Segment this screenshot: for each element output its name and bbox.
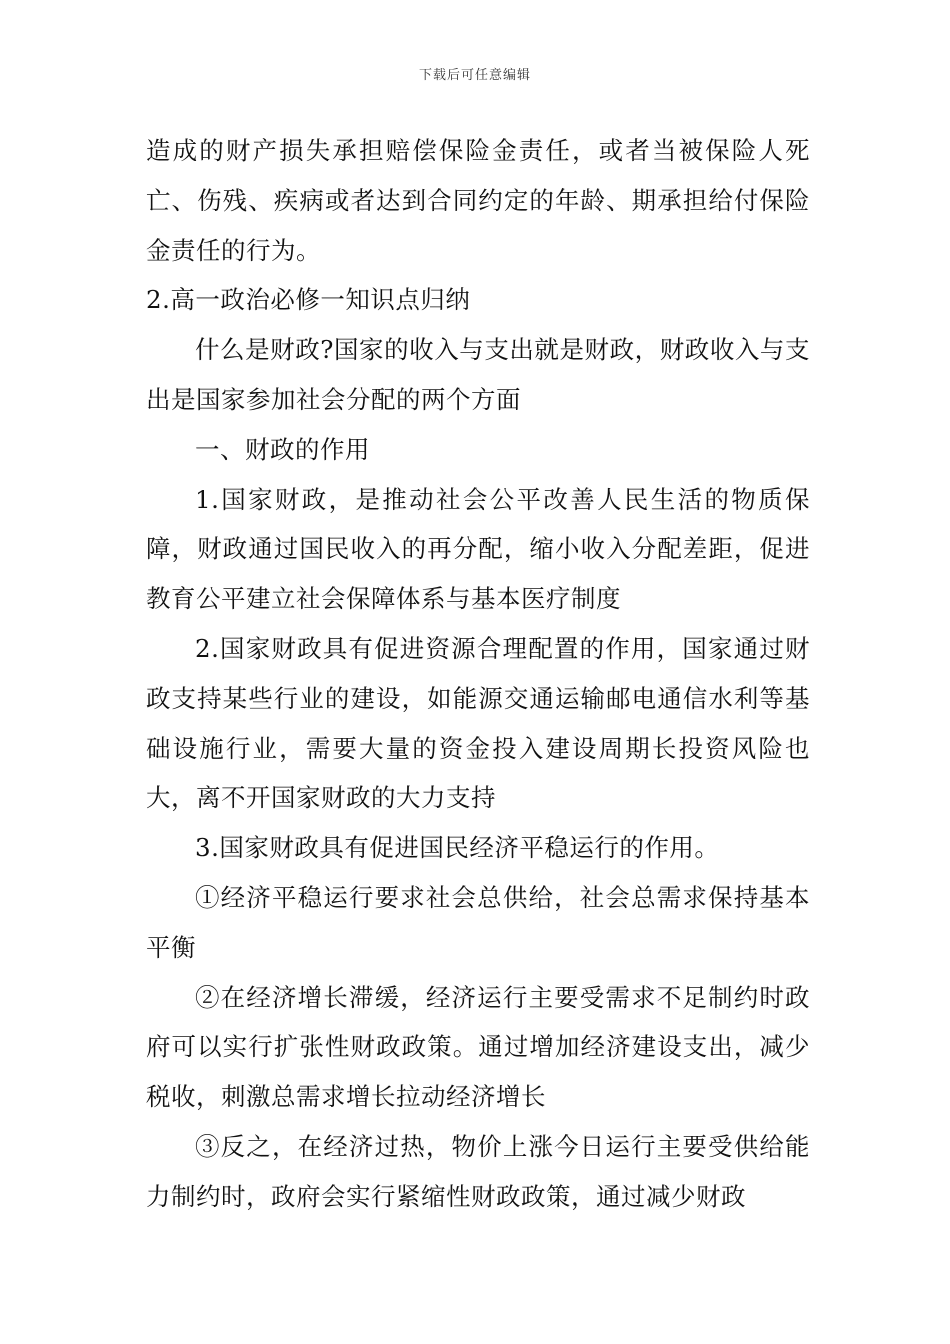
paragraph-sub-point-1: ①经济平稳运行要求社会总供给，社会总需求保持基本平衡 [146, 882, 810, 962]
document-body [146, 126, 810, 1222]
paragraph-continuation: 造成的财产损失承担赔偿保险金责任，或者当被保险人死亡、伤残、疾病或者达到合同约定的年龄、期承担给付保险金责任的行为。 [146, 136, 810, 265]
subsection-heading: 一、财政的作用 [195, 434, 370, 464]
section-heading: 2.高一政治必修一知识点归纳 [146, 285, 471, 315]
paragraph-point-3: 3.国家财政具有促进国民经济平稳运行的作用。 [195, 833, 720, 863]
paragraph-sub-point-3: ③反之，在经济过热，物价上涨今日运行主要受供给能力制约时，政府会实行紧缩性财政政策，通过减少财政 [146, 1131, 810, 1211]
paragraph-point-1: 1.国家财政，是推动社会公平改善人民生活的物质保障，财政通过国民收入的再分配，缩小收入分配差距，促进教育公平建立社会保障体系与基本医疗制度 [146, 484, 810, 614]
page-header: 下载后可任意编辑 [418, 68, 531, 83]
paragraph-sub-point-2: ②在经济增长滞缓，经济运行主要受需求不足制约时政府可以实行扩张性财政政策。通过增加经济建设支出，减少税收，刺激总需求增长拉动经济增长 [146, 982, 810, 1112]
paragraph-definition: 什么是财政?国家的收入与支出就是财政，财政收入与支出是国家参加社会分配的两个方面 [146, 335, 810, 414]
paragraph-point-2: 2.国家财政具有促进资源合理配置的作用，国家通过财政支持某些行业的建设，如能源交通运输邮电通信水利等基础设施行业，需要大量的资金投入建设周期长投资风险也大，离不开国家财政的大力支持 [146, 633, 810, 813]
